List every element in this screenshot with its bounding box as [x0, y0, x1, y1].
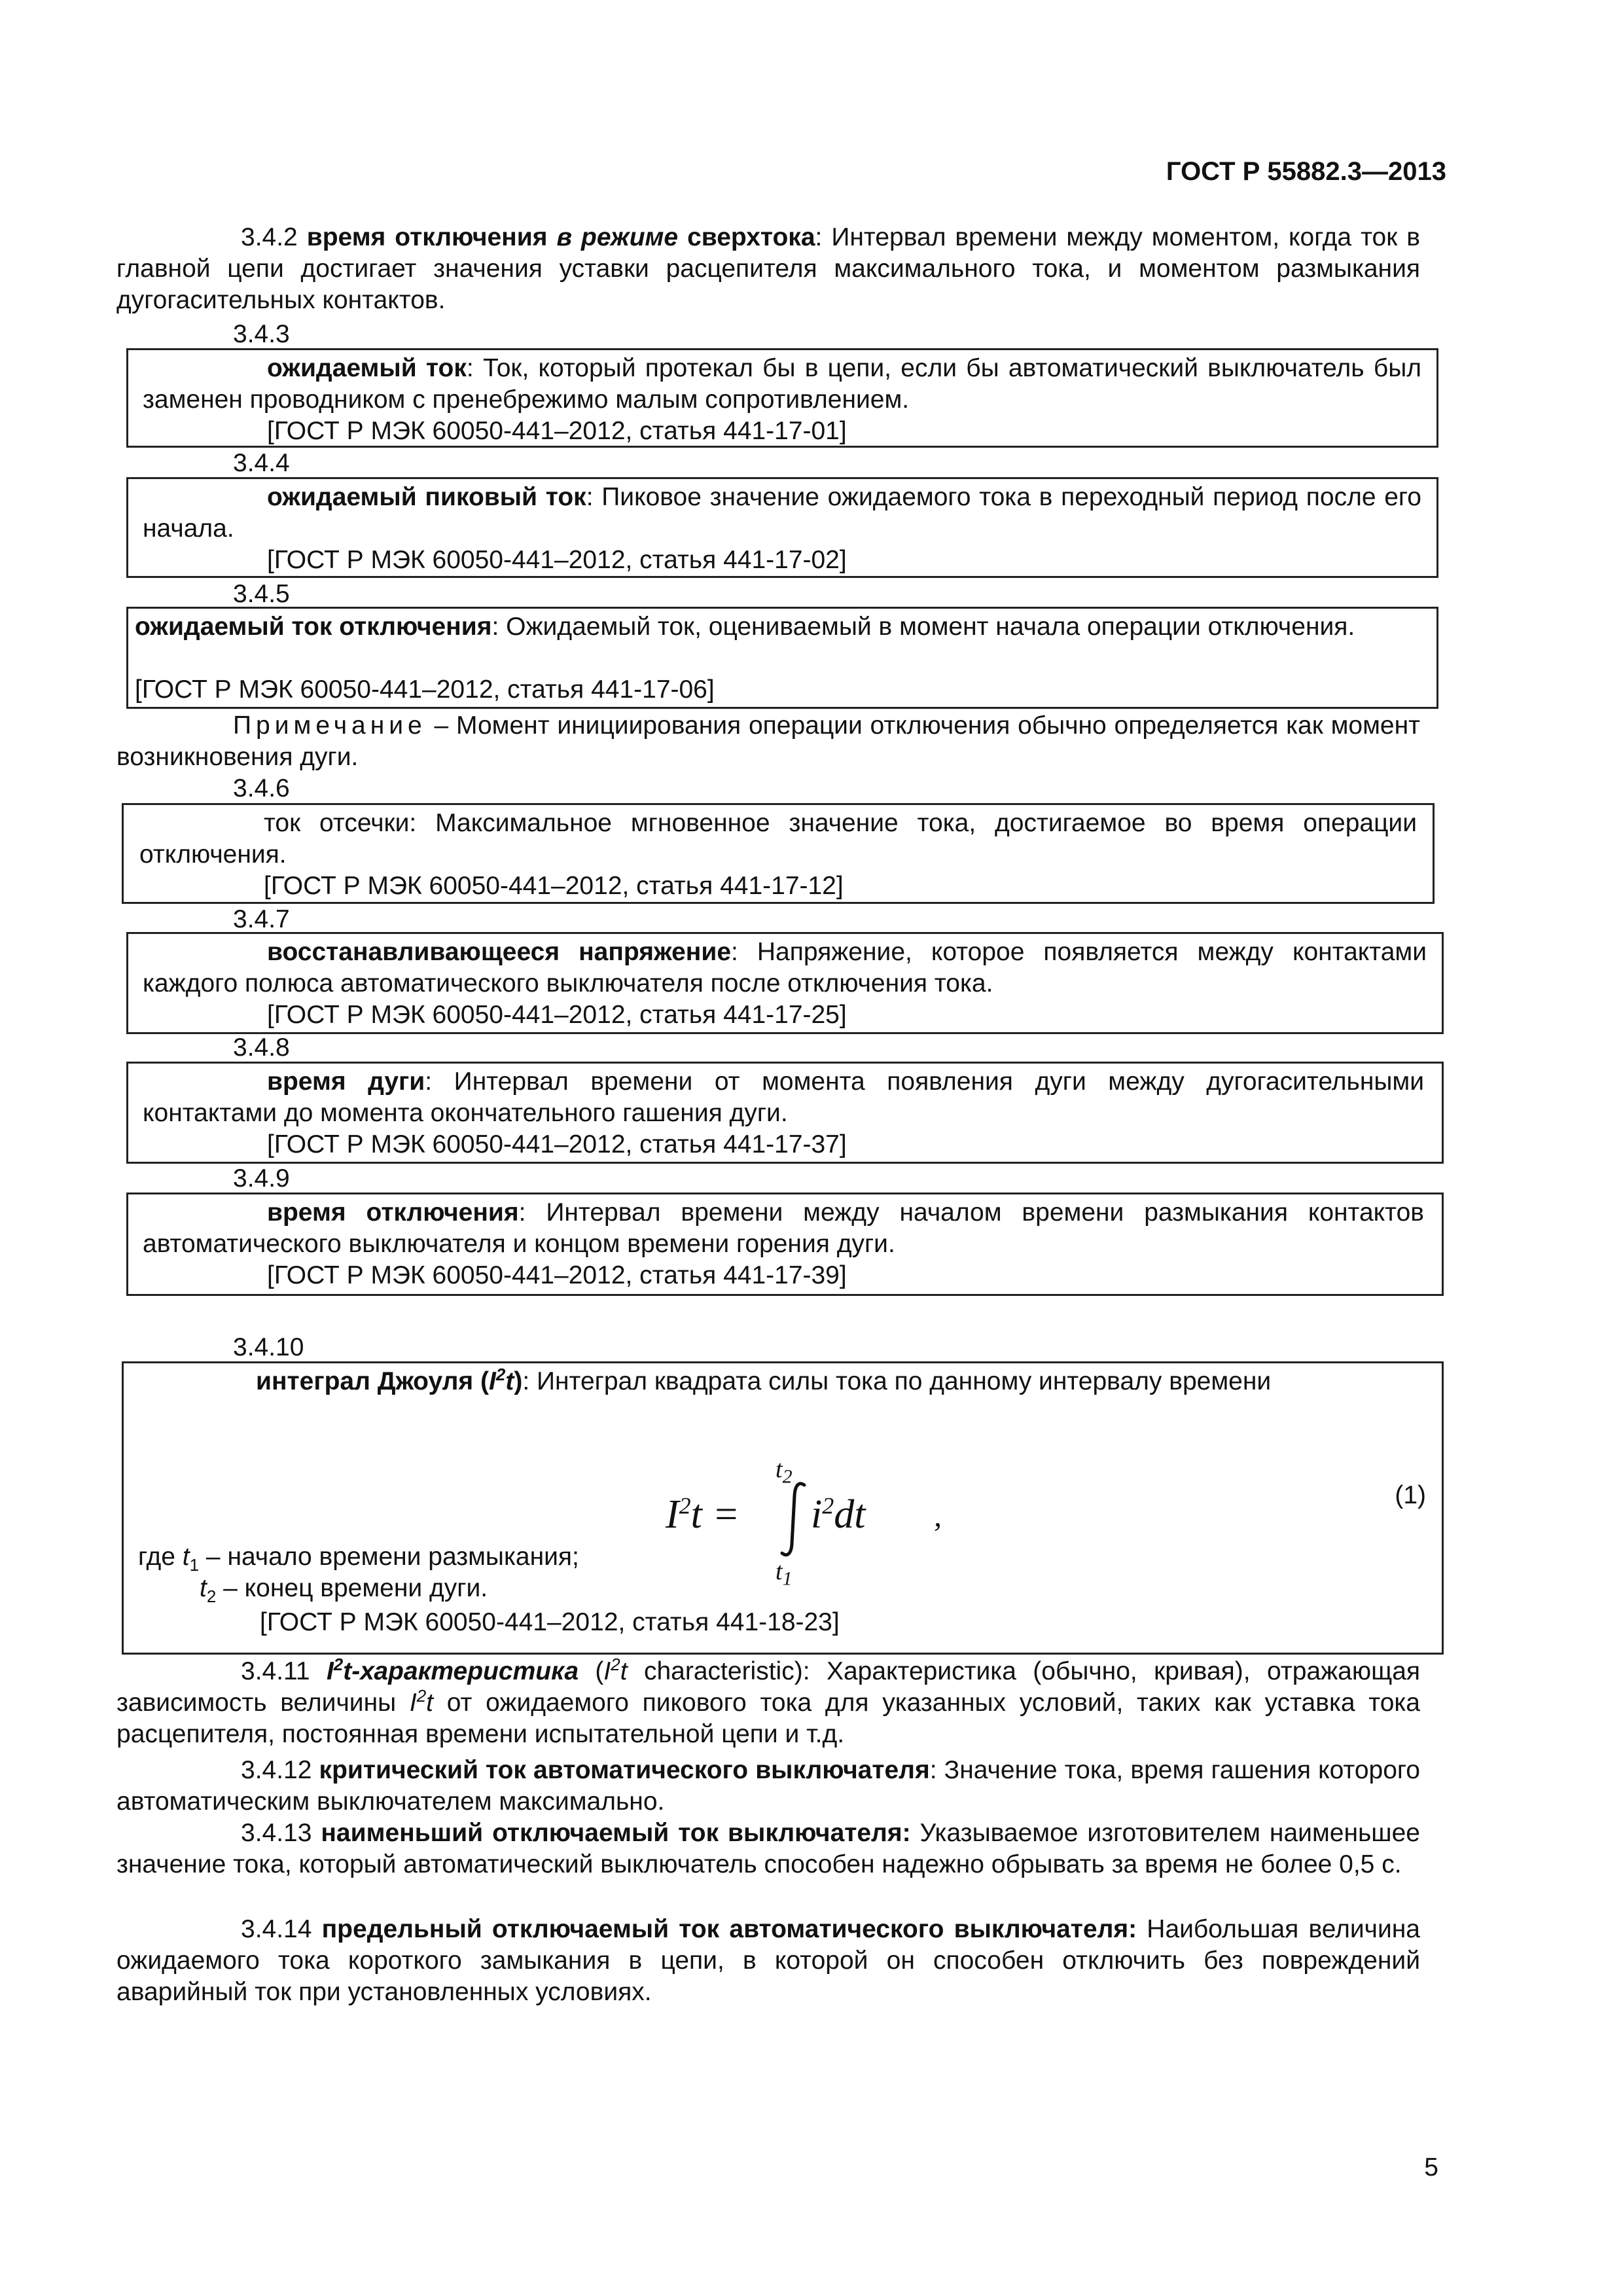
- reference: [ГОСТ Р МЭК 60050-441–2012, статья 441-17-02]: [267, 546, 847, 574]
- clause-3-4-12: [116, 1755, 1420, 1818]
- clause-number-3-4-8: 3.4.8: [233, 1033, 290, 1062]
- lower-limit-t: t: [776, 1558, 783, 1585]
- reference: [ГОСТ Р МЭК 60050-441–2012, статья 441-18-23]: [260, 1608, 840, 1636]
- where-var-t2: t: [200, 1574, 207, 1602]
- where-var-t1: t: [182, 1543, 190, 1571]
- clause-3-4-13: [116, 1818, 1420, 1880]
- clause-3-4-5-text: [135, 611, 1420, 643]
- mid-symbol-i: I: [409, 1689, 417, 1717]
- definition: : Интервал времени от момента появления дуги между дугогасительными контактами до момента окончательного гашения дуги.: [143, 1067, 1424, 1127]
- reference: [ГОСТ Р МЭК 60050-441–2012, статья 441-17-25]: [267, 1001, 847, 1029]
- integrand-exponent: 2: [822, 1492, 834, 1519]
- term-superscript: 2: [333, 1655, 344, 1674]
- clause-box-3-4-8: [126, 1062, 1444, 1164]
- upper-limit-t: t: [776, 1456, 783, 1483]
- term-end: сверхтока: [687, 223, 815, 251]
- integral-sign-icon: [778, 1480, 811, 1558]
- formula-comma: ,: [934, 1499, 942, 1534]
- equation-number: (1): [1395, 1481, 1426, 1509]
- definition: : Ток, который протекал бы в цепи, если бы автоматический выключатель был заменен проводником с пренебрежимо малым сопротивлением.: [143, 354, 1421, 414]
- where-text-2: – конец времени дуги.: [216, 1574, 488, 1602]
- mid-superscript: 2: [416, 1686, 427, 1706]
- definition-end: от ожидаемого пикового тока для указанных условий, таких как уставка тока расцепителя, постоянная времени испытательной цепи и т.д.: [116, 1689, 1421, 1748]
- clause-box-3-4-10: [122, 1361, 1444, 1655]
- definition: Указываемое изготовителем наименьшее значение тока, который автоматический выключатель способен надежно обрывать за время не более 0,5 с.: [116, 1819, 1420, 1878]
- definition: : Интервал времени между началом времени размыкания контактов автоматического выключателя и концом времени горения дуги.: [143, 1198, 1425, 1258]
- clause-box-3-4-3: [126, 348, 1438, 448]
- note-text: – Момент инициирования операции отключения обычно определяется как момент возникновения дуги.: [116, 711, 1420, 771]
- where-line-2: [200, 1573, 488, 1604]
- clause-3-4-2: [116, 222, 1420, 316]
- paren-symbol-t: t: [620, 1657, 628, 1685]
- definition: : Напряжение, которое появляется между контактами каждого полюса автоматического выключателя после отключения тока.: [143, 938, 1427, 997]
- integrand-dt: dt: [834, 1492, 866, 1537]
- term: время отключения: [267, 1198, 519, 1227]
- clause-number-3-4-9: 3.4.9: [233, 1164, 290, 1193]
- formula-t-equals: t =: [690, 1492, 740, 1537]
- reference: [ГОСТ Р МЭК 60050-441–2012, статья 441-17-37]: [267, 1130, 847, 1158]
- term: предельный отключаемый ток автоматического выключателя:: [321, 1915, 1137, 1943]
- term: восстанавливающееся напряжение: [267, 938, 732, 966]
- clause-3-4-6-text: [139, 808, 1417, 870]
- paren-superscript: 2: [611, 1655, 620, 1674]
- formula-i: I: [666, 1492, 679, 1537]
- term: ожидаемый ток: [267, 354, 467, 382]
- clause-box-3-4-6: [122, 803, 1435, 904]
- clause-number: 3.4.11: [241, 1657, 327, 1685]
- clause-box-3-4-7: [126, 932, 1444, 1034]
- clause-number-3-4-4: 3.4.4: [233, 449, 290, 477]
- term: t-характеристика: [343, 1657, 579, 1685]
- definition: : Интеграл квадрата силы тока по данному интервалу времени: [522, 1367, 1272, 1395]
- note: [116, 710, 1420, 773]
- term-symbol-i: I: [489, 1367, 496, 1395]
- clause-number: 3.4.12: [241, 1756, 319, 1784]
- definition: : Пиковое значение ожидаемого тока в переходный период после его начала.: [143, 483, 1421, 543]
- formula: [666, 1441, 1006, 1598]
- clause-number-3-4-10: 3.4.10: [233, 1333, 304, 1361]
- where-sub-2: 2: [206, 1586, 217, 1606]
- term: время дуги: [267, 1067, 425, 1096]
- clause-3-4-8-text: [143, 1066, 1424, 1129]
- clause-3-4-4-text: [143, 482, 1421, 545]
- definition: : Ожидаемый ток, оцениваемый в момент начала операции отключения.: [491, 613, 1355, 641]
- formula-integrand: [811, 1492, 865, 1538]
- term-part-end: ): [514, 1367, 523, 1395]
- clause-number-3-4-3: 3.4.3: [233, 320, 290, 348]
- clause-number: 3.4.2: [241, 223, 298, 251]
- clause-3-4-3-text: [143, 353, 1421, 416]
- clause-number: 3.4.14: [241, 1915, 322, 1943]
- term-italic: в режиме: [556, 223, 679, 251]
- clause-box-3-4-4: [126, 477, 1438, 578]
- term: время отключения: [306, 223, 548, 251]
- clause-box-3-4-9: [126, 1193, 1444, 1296]
- term: ожидаемый пиковый ток: [267, 483, 586, 511]
- clause-3-4-10-text: [124, 1366, 1271, 1397]
- clause-3-4-9-text: [143, 1197, 1424, 1260]
- definition: : Интервал времени между моментом, когда ток в главной цепи достигает значения уставки расцепителя максимального тока, и моментом размыкания дугогасительных контактов.: [116, 223, 1420, 314]
- definition: Наибольшая величина ожидаемого тока короткого замыкания в цепи, в которой он способен отключить без повреждений аварийный ток при установленных условиях.: [116, 1915, 1420, 2006]
- clause-box-3-4-5: [126, 607, 1438, 709]
- term: критический ток автоматического выключателя: [319, 1756, 930, 1784]
- term-symbol-t: t: [505, 1367, 514, 1395]
- reference: [ГОСТ Р МЭК 60050-441–2012, статья 441-17-12]: [264, 872, 844, 900]
- mid-symbol-t: t: [426, 1689, 433, 1717]
- paren-open: (: [579, 1657, 604, 1685]
- term: наименьший отключаемый ток выключателя:: [321, 1819, 911, 1847]
- lower-limit-sub: 1: [782, 1568, 793, 1590]
- integrand-i: i: [811, 1492, 823, 1537]
- reference: [ГОСТ Р МЭК 60050-441–2012, статья 441-17-01]: [267, 417, 847, 445]
- note-label: Примечание: [233, 711, 427, 740]
- where-prefix: где: [138, 1543, 183, 1571]
- integral-lower-limit: [776, 1557, 793, 1590]
- upper-limit-sub: 2: [782, 1465, 793, 1488]
- clause-number-3-4-5: 3.4.5: [233, 580, 290, 608]
- clause-3-4-14: [116, 1914, 1420, 2008]
- clause-3-4-7-text: [143, 937, 1427, 999]
- term: [256, 1367, 522, 1395]
- term-superscript: 2: [495, 1365, 506, 1384]
- formula-exponent: 2: [679, 1492, 691, 1519]
- term: ожидаемый ток отключения: [135, 613, 492, 641]
- reference: [ГОСТ Р МЭК 60050-441–2012, статья 441-17-39]: [267, 1261, 847, 1289]
- term-symbol-i: I: [326, 1657, 334, 1685]
- clause-number-3-4-6: 3.4.6: [233, 774, 290, 802]
- where-text-1: – начало времени размыкания;: [199, 1543, 579, 1571]
- where-sub-1: 1: [189, 1554, 200, 1575]
- definition: : Значение тока, время гашения которого автоматическим выключателем максимально.: [116, 1756, 1420, 1816]
- definition-start: characteristic): Характеристика (обычно, кривая), отражающая зависимость величины: [116, 1657, 1420, 1717]
- clause-number: 3.4.13: [241, 1819, 321, 1847]
- document-code: ГОСТ Р 55882.3—2013: [1166, 157, 1446, 186]
- where-line-1: [138, 1541, 579, 1573]
- clause-3-4-11: [116, 1656, 1420, 1750]
- reference: [ГОСТ Р МЭК 60050-441–2012, статья 441-17-06]: [135, 675, 715, 704]
- formula-lhs: [666, 1492, 740, 1538]
- page-number: 5: [1424, 2153, 1438, 2181]
- clause-number-3-4-7: 3.4.7: [233, 905, 290, 933]
- term-part: интеграл Джоуля (: [256, 1367, 489, 1395]
- paren-symbol-i: I: [603, 1657, 611, 1685]
- definition: ток отсечки: Максимальное мгновенное значение тока, достигаемое во время операции отключения.: [139, 809, 1417, 869]
